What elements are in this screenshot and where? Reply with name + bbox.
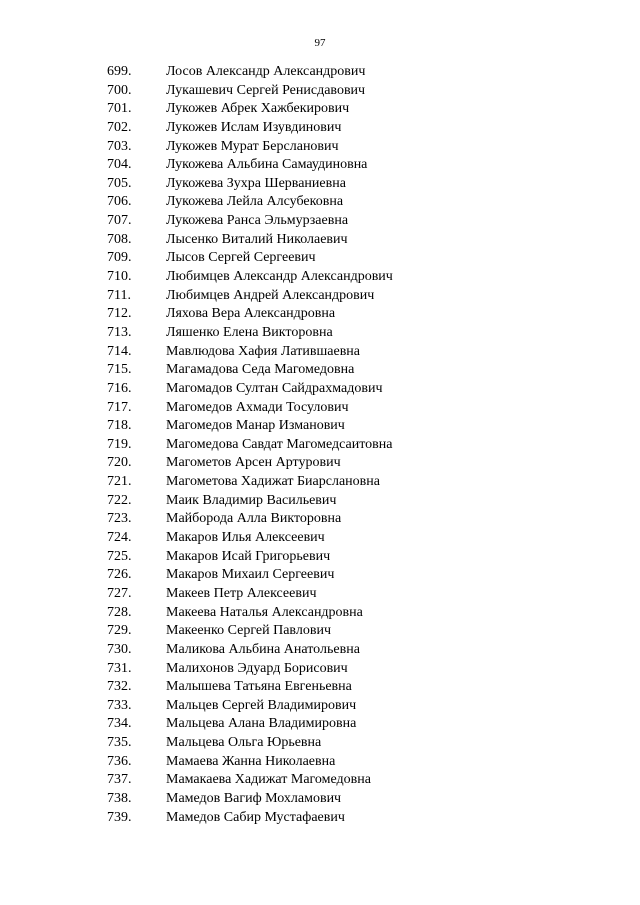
entry-name: Малихонов Эдуард Борисович	[166, 660, 348, 676]
entry-name: Любимцев Александр Александрович	[166, 269, 393, 285]
entry-name: Мавлюдова Хафия Латившаевна	[166, 343, 361, 359]
entry-name: Лысов Сергей Сергеевич	[166, 250, 316, 266]
entry-number: 703.	[107, 138, 132, 154]
list-item	[0, 249, 640, 268]
entry-name: Лукожева Зухра Шерваниевна	[166, 175, 346, 191]
list-item	[0, 771, 640, 790]
entry-name: Лукашевич Сергей Ренисдавович	[166, 82, 366, 98]
list-item	[0, 454, 640, 473]
entry-number: 723.	[107, 511, 132, 527]
list-item	[0, 473, 640, 492]
entry-number: 737.	[107, 772, 132, 788]
list-item	[0, 585, 640, 604]
list-item	[0, 82, 640, 101]
entry-name: Лукожева Ранса Эльмурзаевна	[166, 213, 349, 229]
entry-number: 702.	[107, 119, 132, 135]
entry-number: 717.	[107, 399, 132, 415]
entry-name: Мамедов Сабир Мустафаевич	[166, 809, 345, 825]
page-number: 97	[314, 37, 326, 49]
list-item	[0, 417, 640, 436]
entry-name: Мамаева Жанна Николаевна	[166, 753, 336, 769]
entry-name: Мальцева Ольга Юрьевна	[166, 735, 322, 751]
entry-number: 738.	[107, 790, 132, 806]
entry-number: 708.	[107, 231, 132, 247]
entry-number: 713.	[107, 324, 132, 340]
list-item	[0, 697, 640, 716]
list-item	[0, 622, 640, 641]
entry-number: 711.	[107, 287, 131, 303]
entry-name: Мамакаева Хадижат Магомедовна	[166, 772, 371, 788]
entry-number: 730.	[107, 641, 132, 657]
entry-number: 712.	[107, 306, 132, 322]
entry-number: 699.	[107, 64, 132, 79]
entry-name: Лукожева Лейла Алсубековна	[166, 194, 344, 210]
list-item	[0, 566, 640, 585]
entry-name: Макаров Исай Григорьевич	[166, 548, 331, 564]
list-item	[0, 287, 640, 306]
entry-number: 710.	[107, 269, 132, 285]
list-item	[0, 193, 640, 212]
list-item	[0, 715, 640, 734]
entry-name: Мальцева Алана Владимировна	[166, 716, 357, 732]
list-item	[0, 510, 640, 529]
list-item	[0, 305, 640, 324]
entry-number: 721.	[107, 474, 132, 490]
list-item	[0, 492, 640, 511]
list-item	[0, 361, 640, 380]
entry-number: 719.	[107, 436, 132, 452]
list-item	[0, 734, 640, 753]
list-item	[0, 399, 640, 418]
entry-number: 736.	[107, 753, 132, 769]
list-item	[0, 604, 640, 623]
entry-number: 709.	[107, 250, 132, 266]
list-item	[0, 119, 640, 138]
entry-name: Макеева Наталья Александровна	[166, 604, 363, 620]
list-item	[0, 809, 640, 828]
entry-name: Мальцев Сергей Владимирович	[166, 697, 357, 713]
entry-number: 705.	[107, 175, 132, 191]
list-item	[0, 343, 640, 362]
entry-name: Майборода Алла Викторовна	[166, 511, 342, 527]
entry-number: 706.	[107, 194, 132, 210]
entry-number: 718.	[107, 418, 132, 434]
entry-number: 732.	[107, 679, 132, 695]
entry-name: Лукожев Ислам Изувдинович	[166, 119, 342, 135]
list-item	[0, 175, 640, 194]
entry-number: 724.	[107, 530, 132, 546]
entry-number: 727.	[107, 585, 132, 601]
entry-name: Лукожев Абрек Хажбекирович	[166, 101, 350, 117]
name-list	[0, 63, 640, 827]
list-item	[0, 548, 640, 567]
list-item	[0, 63, 640, 82]
list-item	[0, 324, 640, 343]
list-item	[0, 641, 640, 660]
entry-name: Мамедов Вагиф Мохламович	[166, 790, 342, 806]
entry-name: Лукожев Мурат Берсланович	[166, 138, 339, 154]
list-item	[0, 156, 640, 175]
entry-number: 726.	[107, 567, 132, 583]
entry-number: 735.	[107, 735, 132, 751]
entry-name: Магометов Арсен Артурович	[166, 455, 341, 471]
entry-name: Макеенко Сергей Павлович	[166, 623, 331, 639]
entry-name: Лукожева Альбина Самаудиновна	[166, 157, 368, 173]
entry-name: Макеев Петр Алексеевич	[166, 585, 317, 601]
list-item	[0, 212, 640, 231]
list-item	[0, 380, 640, 399]
entry-number: 725.	[107, 548, 132, 564]
list-item	[0, 436, 640, 455]
entry-number: 739.	[107, 809, 132, 825]
entry-name: Лосов Александр Александрович	[166, 64, 366, 79]
entry-name: Магомадов Султан Сайдрахмадович	[166, 380, 383, 396]
entry-name: Магомедов Манар Изманович	[166, 418, 345, 434]
entry-name: Ляшенко Елена Викторовна	[166, 324, 333, 340]
entry-number: 729.	[107, 623, 132, 639]
entry-name: Макаров Илья Алексеевич	[166, 530, 325, 546]
entry-name: Маик Владимир Васильевич	[166, 492, 337, 508]
entry-number: 707.	[107, 213, 132, 229]
entry-number: 716.	[107, 380, 132, 396]
entry-name: Лысенко Виталий Николаевич	[166, 231, 348, 247]
entry-number: 722.	[107, 492, 132, 508]
entry-name: Любимцев Андрей Александрович	[166, 287, 375, 303]
entry-number: 700.	[107, 82, 132, 98]
list-item	[0, 100, 640, 119]
entry-number: 728.	[107, 604, 132, 620]
entry-name: Магомедов Ахмади Тосулович	[166, 399, 349, 415]
entry-number: 731.	[107, 660, 132, 676]
list-item	[0, 753, 640, 772]
entry-name: Маликова Альбина Анатольевна	[166, 641, 360, 657]
entry-number: 720.	[107, 455, 132, 471]
entry-name: Макаров Михаил Сергеевич	[166, 567, 335, 583]
list-item	[0, 231, 640, 250]
entry-number: 701.	[107, 101, 132, 117]
entry-number: 733.	[107, 697, 132, 713]
entry-number: 715.	[107, 362, 132, 378]
list-item	[0, 660, 640, 679]
entry-name: Ляхова Вера Александровна	[166, 306, 336, 322]
list-item	[0, 790, 640, 809]
entry-number: 734.	[107, 716, 132, 732]
list-item	[0, 268, 640, 287]
list-item	[0, 529, 640, 548]
entry-number: 704.	[107, 157, 132, 173]
entry-name: Магометова Хадижат Биарслановна	[166, 474, 380, 490]
list-item	[0, 138, 640, 157]
entry-name: Малышева Татьяна Евгеньевна	[166, 679, 352, 695]
entry-name: Магамадова Седа Магомедовна	[166, 362, 355, 378]
entry-name: Магомедова Савдат Магомедсаитовна	[166, 436, 393, 452]
list-item	[0, 678, 640, 697]
entry-number: 714.	[107, 343, 132, 359]
